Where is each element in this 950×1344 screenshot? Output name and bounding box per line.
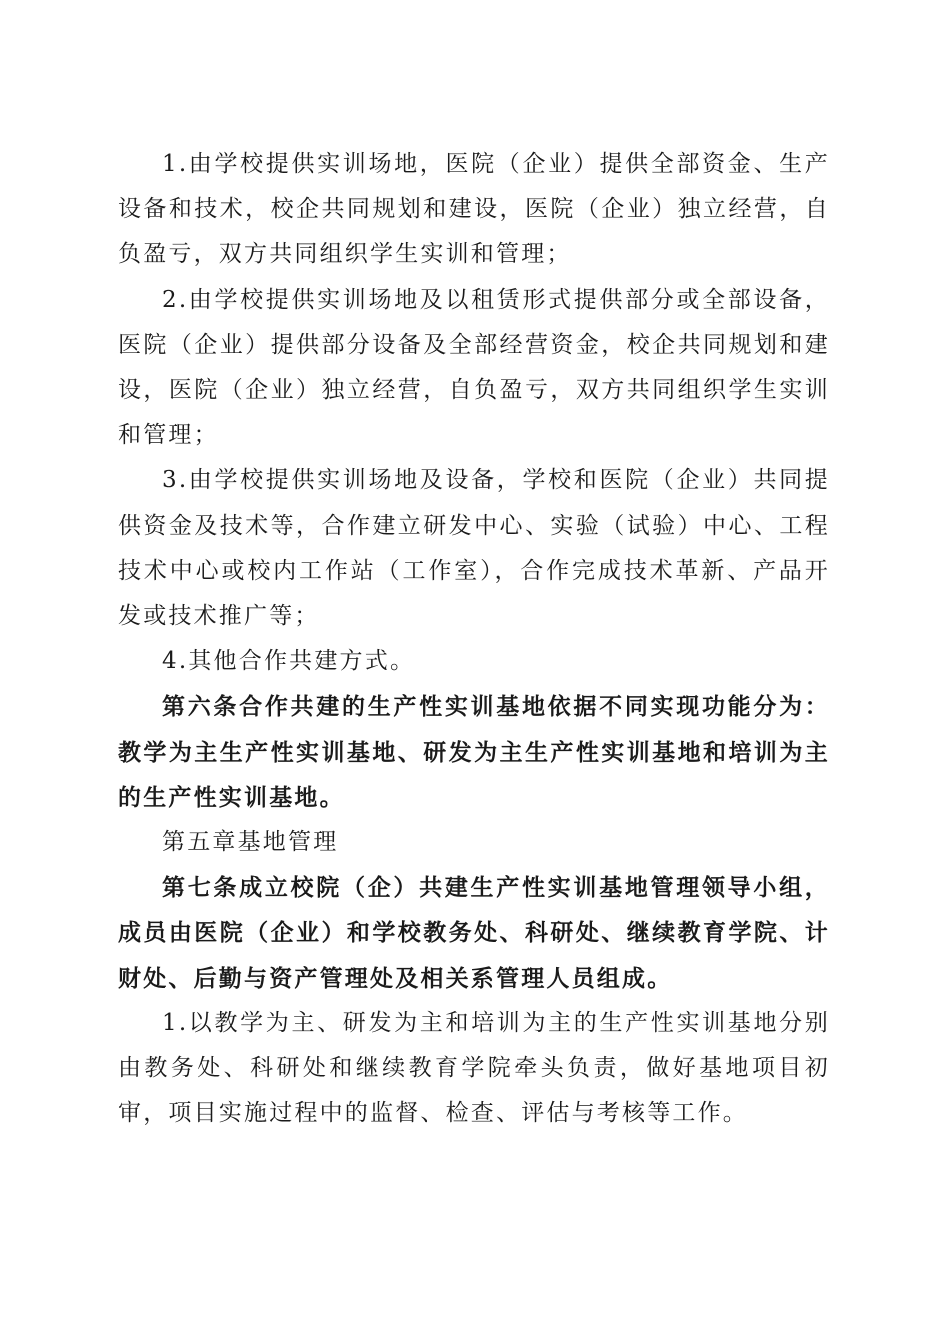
paragraph-mode-2: 2.由学校提供实训场地及以租赁形式提供部分或全部设备，医院（企业）提供部分设备及全部经营资金，校企共同规划和建设，医院（企业）独立经营，自负盈亏，双方共同组织学生实训和管理；: [118, 286, 830, 449]
paragraph-mode-1: 1.由学校提供实训场地，医院（企业）提供全部资金、生产设备和技术，校企共同规划和建设，医院（企业）独立经营，自负盈亏，双方共同组织学生实训和管理；: [118, 151, 830, 268]
paragraph-mode-3: 3.由学校提供实训场地及设备，学校和医院（企业）共同提供资金及技术等，合作建立研发中心、实验（试验）中心、工程技术中心或校内工作站（工作室），合作完成技术革新、产品开发或技术推广等；: [118, 467, 830, 630]
chapter-5-heading: 第五章基地管理: [162, 829, 339, 856]
article-7-paragraph: 第七条成立校院（企）共建生产性实训基地管理领导小组，成员由医院（企业）和学校教务处、科研处、继续教育学院、计财处、后勤与资产管理处及相关系管理人员组成。: [118, 874, 830, 992]
article-6-paragraph: 第六条合作共建的生产性实训基地依据不同实现功能分为：教学为主生产性实训基地、研发为主生产性实训基地和培训为主的生产性实训基地。: [118, 693, 830, 811]
paragraph-mode-4: 4.其他合作共建方式。: [162, 648, 416, 675]
paragraph-management-1: 1.以教学为主、研发为主和培训为主的生产性实训基地分别由教务处、科研处和继续教育学院牵头负责，做好基地项目初审，项目实施过程中的监督、检查、评估与考核等工作。: [118, 1009, 830, 1127]
document-body: [118, 142, 830, 1136]
